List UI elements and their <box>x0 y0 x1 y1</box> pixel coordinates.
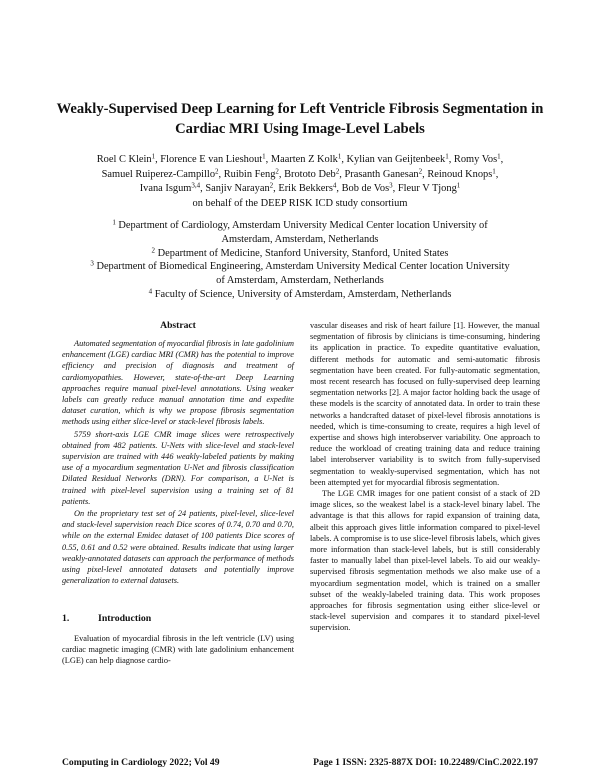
author-affiliation-mark: 1 <box>262 152 266 161</box>
author-name: Maarten Z Kolk <box>270 154 338 165</box>
affiliation-1-line-2: Amsterdam, Amsterdam, Netherlands <box>221 233 379 245</box>
author-name: Ivana Isgum <box>139 183 192 195</box>
author-name: Prasanth Ganesan <box>344 168 419 180</box>
title-line-2: Cardiac MRI Using Image-Level Labels <box>175 121 425 137</box>
affiliation-text: Faculty of Science, University of Amsterdam, Amsterdam, Netherlands <box>154 288 452 300</box>
author-affiliation-mark: 3 <box>389 181 393 190</box>
section-heading-introduction <box>62 613 151 624</box>
author-name: Ruibin Feng <box>223 168 276 180</box>
author-name: Sanjiv Narayan <box>205 183 270 195</box>
affiliation-mark: 1 <box>112 218 116 227</box>
right-column-paragraph-2: The LGE CMR images for one patient consist of a stack of 2D image slices, so the weakest label is a stack-level binary label. The advantage is that this allows for rapid expansion of training data, albeit this approach gives little information compared to pixel-level labels. A compromise is to use slice-level fibrosis labels, which gives more information than stack-level labels, but is still considerably faster to manually label than pixel-level labels. To aid our weakly-supervised fibrosis segmentation methods we also make use of a myocardium segmentation model, which is trained on a smaller subset of the weakly-labeled training data. This work proposes approaches for fibrosis segmentation using either slice-level or stack-level supervision and compares it to standard pixel-level supervision. <box>310 489 540 633</box>
abstract-body <box>62 338 294 587</box>
abstract-paragraph-1: Automated segmentation of myocardial fibrosis in late gadolinium enhancement (LGE) cardiac MRI (CMR) has the potential to improve efficiency and precision of diagnosis and treatment of cardiomyopathies. However, state-of-the-art Deep Learning approaches require manual pixel-level annotations. Using weaker labels can greatly reduce manual annotation time and expedite dataset curation, which is why we propose fibrosis segmentation methods using either slice-level or stack-level fibrosis labels. <box>62 339 294 427</box>
author-affiliation-mark: 2 <box>275 167 279 176</box>
author-affiliation-mark: 4 <box>332 181 337 190</box>
right-column-paragraph-1: vascular diseases and risk of heart failure [1]. However, the manual segmentation of fibrosis by clinicians is time-consuming, hindering its application in practice. To expedite quantitative evaluation, different methods for automatic and semi-automatic fibrosis segmentation have been created. For fully-automatic segmentation, most recent research has focused on fully-supervised deep learning segmentation networks [2]. A major factor holding back the usage of these models is the scarcity of annotated data. In order to train these networks a handcrafted dataset of pixel-level fibrosis annotations is needed, which is time-consuming to create, requires a high level of expertise and shows high interobserver variability. One approach to reduce the workload of creating training data and reduce training label interobserver variability is to switch from fully-supervised segmentation to weakly-supervised segmentation, which has not been attempted yet for myocardial fibrosis segmentation. <box>310 321 540 487</box>
author-line-1: Roel C Klein$^1$, Florence E van Lieshout$^1$, Maarten Z Kolk$^1$, Kylian van Geijtenbeek$^1$, Romy Vos$^1$, <box>96 152 504 165</box>
author-affiliation-mark: 3,4 <box>191 181 201 190</box>
paper-title <box>40 99 560 139</box>
author-affiliation-mark: 2 <box>269 181 274 190</box>
footer-page-info: Page 1 ISSN: 2325-887X DOI: 10.22489/CinC.2022.197 <box>313 757 538 768</box>
footer-journal: Computing in Cardiology 2022; Vol 49 <box>62 757 220 768</box>
author-name: Florence E van Lieshout <box>160 154 263 165</box>
consortium-line: on behalf of the DEEP RISK ICD study consortium <box>192 197 408 209</box>
affiliation-list <box>40 219 560 302</box>
author-affiliation-mark: 2 <box>418 167 423 176</box>
author-name: Bob de Vos <box>341 183 390 195</box>
author-name: Kylian van Geijtenbeek <box>346 154 446 165</box>
affiliation-text: Department of Biomedical Engineering, Amsterdam University Medical Center location University <box>96 261 510 273</box>
right-column-body <box>310 320 540 634</box>
affiliation-mark: 4 <box>148 287 153 296</box>
author-affiliation-mark: 1 <box>445 152 449 161</box>
affiliation-3-line-2: of Amsterdam, Amsterdam, Netherlands <box>216 275 384 287</box>
author-affiliation-mark: 1 <box>492 167 496 176</box>
author-affiliation-mark: 1 <box>456 181 461 190</box>
affiliation-4-line-1 <box>40 288 560 302</box>
affiliation-2-line-1 <box>40 247 560 261</box>
author-affiliation-mark: 1 <box>337 152 342 161</box>
author-name: Samuel Ruiperez-Campillo <box>101 168 216 180</box>
section-number: 1. <box>62 613 70 624</box>
author-name: Roel C Klein <box>96 154 152 165</box>
abstract-paragraph-2: 5759 short-axis LGE CMR image slices were retrospectively obtained from 482 patients. U-Nets with slice-level and stack-level supervision are trained with 446 weakly-labeled patients by making use of a myocardium segmentation U-Net and fibrosis classification Dilated Residual Networks (DRN). For comparison, a U-Net is trained with pixel-level supervision using a training set of 81 patients. <box>62 429 294 506</box>
affiliation-mark: 3 <box>90 259 94 268</box>
author-name: Erik Bekkers <box>278 183 333 195</box>
author-affiliation-mark: 1 <box>497 152 501 161</box>
affiliation-1-line-1 <box>40 219 560 233</box>
author-affiliation-mark: 2 <box>335 167 340 176</box>
affiliation-text: Department of Cardiology, Amsterdam University Medical Center location University of <box>118 220 488 231</box>
introduction-body <box>62 633 294 667</box>
author-name: Reinoud Knops <box>427 168 493 180</box>
author-name: Romy Vos <box>453 154 498 165</box>
affiliation-text: Department of Medicine, Stanford University, Stanford, United States <box>157 247 449 259</box>
section-title: Introduction <box>98 613 152 624</box>
author-name: Brototo Deb <box>284 168 336 180</box>
author-affiliation-mark: 2 <box>215 167 219 176</box>
author-line-3: Ivana Isgum$^{3,4}$, Sanjiv Narayan$^2$, Erik Bekkers$^4$, Bob de Vos$^3$, Fleur V Tjong$^1$ <box>139 181 461 195</box>
introduction-paragraph: Evaluation of myocardial fibrosis in the left ventricle (LV) using cardiac magnetic imaging (CMR) with late gadolinium enhancement (LGE) can help diagnose cardio- <box>62 634 294 666</box>
author-affiliation-mark: 1 <box>151 152 156 161</box>
title-line-1: Weakly-Supervised Deep Learning for Left Ventricle Fibrosis Segmentation in <box>56 101 544 117</box>
affiliation-3-line-1 <box>40 260 560 274</box>
affiliation-mark: 2 <box>151 246 156 255</box>
author-name: Fleur V Tjong <box>397 183 457 195</box>
abstract-paragraph-3: On the proprietary test set of 24 patients, pixel-level, slice-level and stack-level supervision reach Dice scores of 0.74, 0.70 and 0.70, while on the external Emidec dataset of 100 patients Dice scores of 0.55, 0.61 and 0.52 were obtained. Results indicate that using larger weakly-annotated datasets can approach the performance of methods using pixel-level annotated datasets and potentially improve generalization to external datasets. <box>62 509 294 586</box>
author-list <box>40 153 560 211</box>
abstract-heading: Abstract <box>160 320 196 331</box>
author-line-2: Samuel Ruiperez-Campillo$^2$, Ruibin Feng$^2$, Brototo Deb$^2$, Prasanth Ganesan$^2$, Reinoud Knops$^1$, <box>101 167 499 180</box>
